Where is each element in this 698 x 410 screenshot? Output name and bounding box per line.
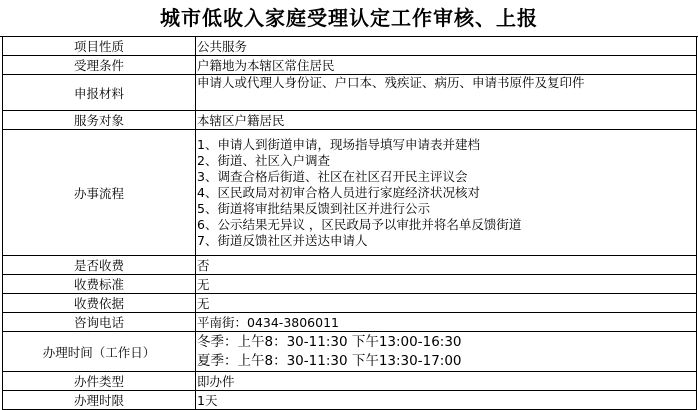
table-row-office-hours xyxy=(3,332,697,372)
row-value: 即办件 xyxy=(196,372,697,391)
materials-text: 申请人或代理人身份证、户口本、残疾证、病历、申请书原件及复印件 xyxy=(197,75,585,90)
table-row-time-limit xyxy=(3,391,697,410)
row-value: 本辖区户籍居民 xyxy=(196,111,697,130)
summer-hours: 夏季：上午8：30-11:30 下午13:30-17:00 xyxy=(197,352,462,369)
table-row-application-materials xyxy=(3,75,697,111)
row-label: 是否收费 xyxy=(3,256,196,275)
office-hours xyxy=(196,332,697,372)
row-label: 办事流程 xyxy=(3,130,196,256)
phone-value: 平南街：0434-3806011 xyxy=(196,313,697,332)
row-value: 公共服务 xyxy=(196,37,697,56)
table-row-fee-standard xyxy=(3,275,697,294)
service-info-table xyxy=(2,36,697,410)
table-row-fee-basis xyxy=(3,294,697,313)
table-row-fee-charged xyxy=(3,256,697,275)
procedure-step: 3、调查合格后街道、社区在社区召开民主评议会 xyxy=(197,168,468,184)
table-row-project-nature xyxy=(3,37,697,56)
row-label: 服务对象 xyxy=(3,111,196,130)
procedure-steps xyxy=(196,130,697,256)
table-row-consult-phone xyxy=(3,313,697,332)
procedure-step: 4、区民政局对初审合格人员进行家庭经济状况核对 xyxy=(197,184,480,200)
procedure-step: 2、街道、社区入户调查 xyxy=(197,152,330,168)
row-label: 办理时限 xyxy=(3,391,196,410)
winter-hours: 冬季：上午8：30-11:30 下午13:00-16:30 xyxy=(197,333,462,350)
row-value: 1天 xyxy=(196,391,697,410)
table-row-service-target xyxy=(3,111,697,130)
table-row-acceptance-conditions xyxy=(3,56,697,75)
row-label: 咨询电话 xyxy=(3,313,196,332)
procedure-step: 5、街道将审批结果反馈到社区并进行公示 xyxy=(197,200,430,216)
procedure-step: 6、公示结果无异议 ，区民政局予以审批并将名单反馈街道 xyxy=(197,216,522,232)
procedure-step: 1、申请人到街道申请，现场指导填写申请表并建档 xyxy=(197,136,480,152)
procedure-step: 7、街道反馈社区并送达申请人 xyxy=(197,232,368,248)
row-label: 收费依据 xyxy=(3,294,196,313)
row-label: 申报材料 xyxy=(3,75,196,111)
row-value: 户籍地为本辖区常住居民 xyxy=(196,56,697,75)
row-value: 无 xyxy=(196,275,697,294)
table-row-procedure xyxy=(3,130,697,256)
row-value xyxy=(196,75,697,111)
row-label: 办件类型 xyxy=(3,372,196,391)
table-row-case-type xyxy=(3,372,697,391)
row-label: 受理条件 xyxy=(3,56,196,75)
row-value: 否 xyxy=(196,256,697,275)
page-title: 城市低收入家庭受理认定工作审核、上报 xyxy=(0,0,698,37)
row-label: 收费标准 xyxy=(3,275,196,294)
row-label: 办理时间（工作日） xyxy=(3,332,196,372)
row-label: 项目性质 xyxy=(3,37,196,56)
row-value: 无 xyxy=(196,294,697,313)
